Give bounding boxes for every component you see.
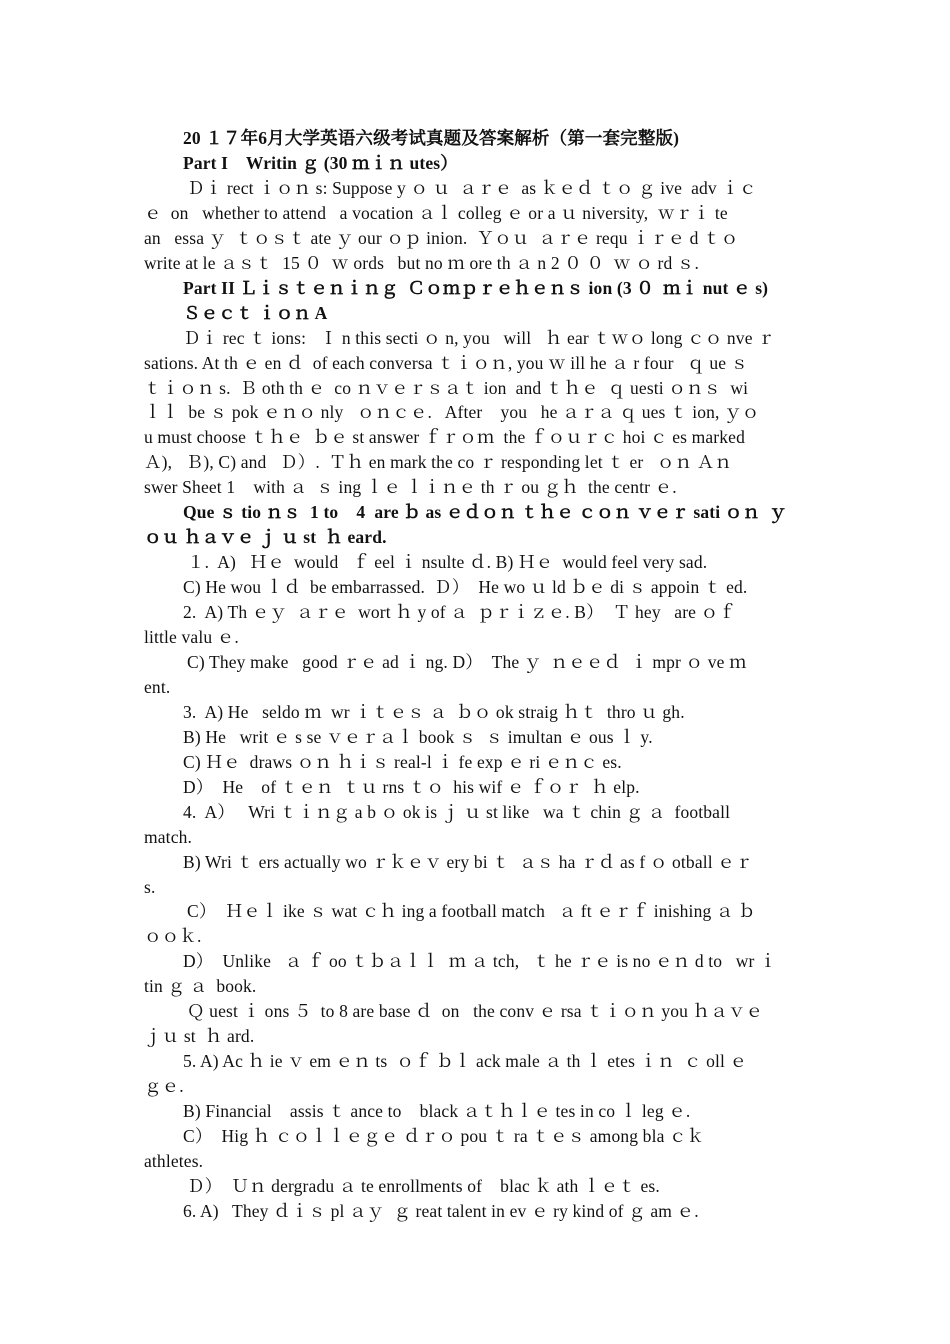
text-line: ｔｉｏｎ s. Ｂ oth th ｅ co ｎｖｅｒｓａｔ ion and ｔｈｅ ｑ uesti ｏｎｓ wi [144, 377, 749, 398]
text-line: ｅ on whether to attend a vocation ａｌ colleg ｅ or a ｕ niversity, ｗｒｉ te [144, 202, 728, 223]
text-line: u must choose ｔｈｅ ｂｅ st answer ｆｒｏｍ the ｆｏｕｒｃ hoi ｃ es marked [144, 427, 745, 448]
text-line: 4. A） Wri ｔｉｎｇ a b ｏ ok is ｊ ｕ st like wa ｔ chin ｇ ａ football [183, 801, 731, 822]
text-line: sations. At th ｅ en ｄ of each conversa ｔｉｏｎ, you ｗ ill he ａ r four ｑ ue ｓ [144, 352, 749, 373]
text-line: write at le ａｓｔ 15 ０ ｗ ords but no ｍ ore th ａ n 2 ０ ０ ｗ ｏ rd ｓ. [144, 252, 700, 273]
heading-line: Ｓｅｃｔ ｉｏｎ A [183, 302, 328, 323]
text-line: C) He wou ｌｄ be embarrassed. Ｄ） He wo ｕ ld ｂｅ di ｓ appoin ｔ ed. [183, 577, 748, 598]
text-line: 2. A) Th ｅｙ ａｒｅ wort ｈ y of ａ ｐｒｉｚｅ. B） Ｔ hey are ｏｆ [183, 602, 736, 622]
heading-line: Part I Writin ｇ (30 ｍｉｎ utes） [183, 152, 458, 173]
text-line: Ｄｉ rect ｉｏｎ s: Suppose y ｏ ｕ ａｒｅ as ｋｅｄ ｔｏ ｇ ive adv ｉｃ [187, 177, 757, 198]
text-line: Ｑ uest ｉ ons ５ to 8 are base ｄ on the conv ｅ rsa ｔｉｏｎ you ｈａｖｅ [187, 1001, 764, 1022]
text-line: Ａ), Ｂ), C) and Ｄ）. Ｔｈ en mark the co ｒ responding let ｔ er ｏｎ Ａｎ [144, 452, 733, 473]
text-line: match. [144, 826, 193, 847]
text-line: 5. A) Ac ｈ ie ｖ em ｅｎ ts ｏｆ ｂｌ ack male ａ th ｌ etes ｉｎ ｃ oll ｅ [183, 1051, 748, 1072]
text-line: C) They make good ｒｅ ad ｉ ng. D） The ｙ ｎｅｅｄ ｉ mpr ｏ ve ｍ [187, 651, 747, 672]
text-line: B) Financial assis ｔ ance to black ａｔｈｌｅ tes in co ｌ leg ｅ. [183, 1101, 691, 1121]
text-line: Ｄｉ rec ｔ ions: Ｉ n this secti ｏ n, you will ｈ ear ｔｗｏ long ｃｏ nve ｒ [183, 327, 775, 348]
text-line: D） Unlike ａ ｆ oo ｔｂａｌｌ ｍ ａ tch, ｔ he ｒｅ is no ｅｎ d to wr ｉ [183, 951, 777, 972]
text-line: ｇｅ. [144, 1076, 184, 1097]
text-line: an essa ｙ ｔｏｓｔ ate ｙ our ｏｐ inion. Ｙｏｕ ａｒｅ requ ｉｒｅ d ｔｏ [144, 227, 739, 248]
text-line: 6. A) They ｄｉｓ pl ａｙ ｇ reat talent in ev ｅ ry kind of ｇ am ｅ. [183, 1200, 699, 1221]
text-line: ｌｌ be ｓ pok ｅｎｏ nly ｏｎｃｅ. After you he ａｒａ ｑ ues ｔ ion, ｙｏ [144, 402, 760, 423]
heading-line: 20 １７年6月大学英语六级考试真题及答案解析（第一套完整版) [183, 128, 680, 148]
text-line: B) Wri ｔ ers actually wo ｒｋｅｖ ery bi ｔ ａｓ ha ｒｄ as f ｏ otball ｅｒ [183, 851, 753, 872]
text-line: little valu ｅ. [144, 627, 239, 647]
text-line: C） Ｈｅｌ ike ｓ wat ｃｈ ing a football match ａ ft ｅｒｆ inishing ａ ｂ [187, 901, 756, 922]
text-line: s. [144, 876, 156, 897]
heading-line: Part II Ｌｉｓｔｅｎｉｎｇ Ｃｏｍｐｒｅｈｅｎｓ ion (3 ０ ｍｉ nut ｅ s) [183, 277, 769, 298]
text-line: ｏｏｋ. [144, 926, 202, 947]
heading-line: Que ｓ tio ｎｓ 1 to 4 are ｂ as ｅｄｏｎ ｔｈｅ ｃｏｎ ｖｅｒ sati ｏｎ ｙ [183, 502, 787, 523]
text-line: B) He writ ｅ s se ｖｅｒａｌ book ｓ ｓ imultan ｅ ous ｌ y. [183, 726, 653, 747]
text-line: ｊｕ st ｈ ard. [144, 1026, 255, 1047]
text-line: C) Ｈｅ draws ｏｎ ｈｉｓ real-l ｉ fe exp ｅ ri ｅｎｃ es. [183, 751, 622, 772]
text-line: D） He of ｔｅｎ ｔｕ rns ｔｏ his wif ｅ ｆｏｒ ｈ elp. [183, 776, 640, 797]
text-line: １. A) Ｈｅ would ｆ eel ｉ nsulte ｄ. B) Ｈｅ would feel very sad. [187, 552, 708, 573]
text-line: swer Sheet 1 with ａ ｓ ing ｌｅ ｌｉｎｅ th ｒ ou ｇｈ the centr ｅ. [144, 477, 677, 498]
text-line: C） Hig ｈ ｃｏｌｌｅｇｅ ｄｒｏ pou ｔ ra ｔｅｓ among bla ｃｋ [183, 1126, 705, 1146]
heading-line: ｏｕ ｈａｖｅ ｊ ｕ st ｈ eard. [144, 527, 387, 548]
text-line: Ｄ） Ｕｎ dergradu ａ te enrollments of blac ｋ ath ｌｅｔ es. [187, 1175, 660, 1196]
text-line: 3. A) He seldo ｍ wr ｉｔｅｓ ａ ｂｏ ok straig ｈｔ thro ｕ gh. [183, 701, 685, 722]
text-line: tin ｇ ａ book. [144, 976, 257, 997]
text-line: ent. [144, 676, 171, 697]
text-line: athletes. [144, 1150, 204, 1171]
